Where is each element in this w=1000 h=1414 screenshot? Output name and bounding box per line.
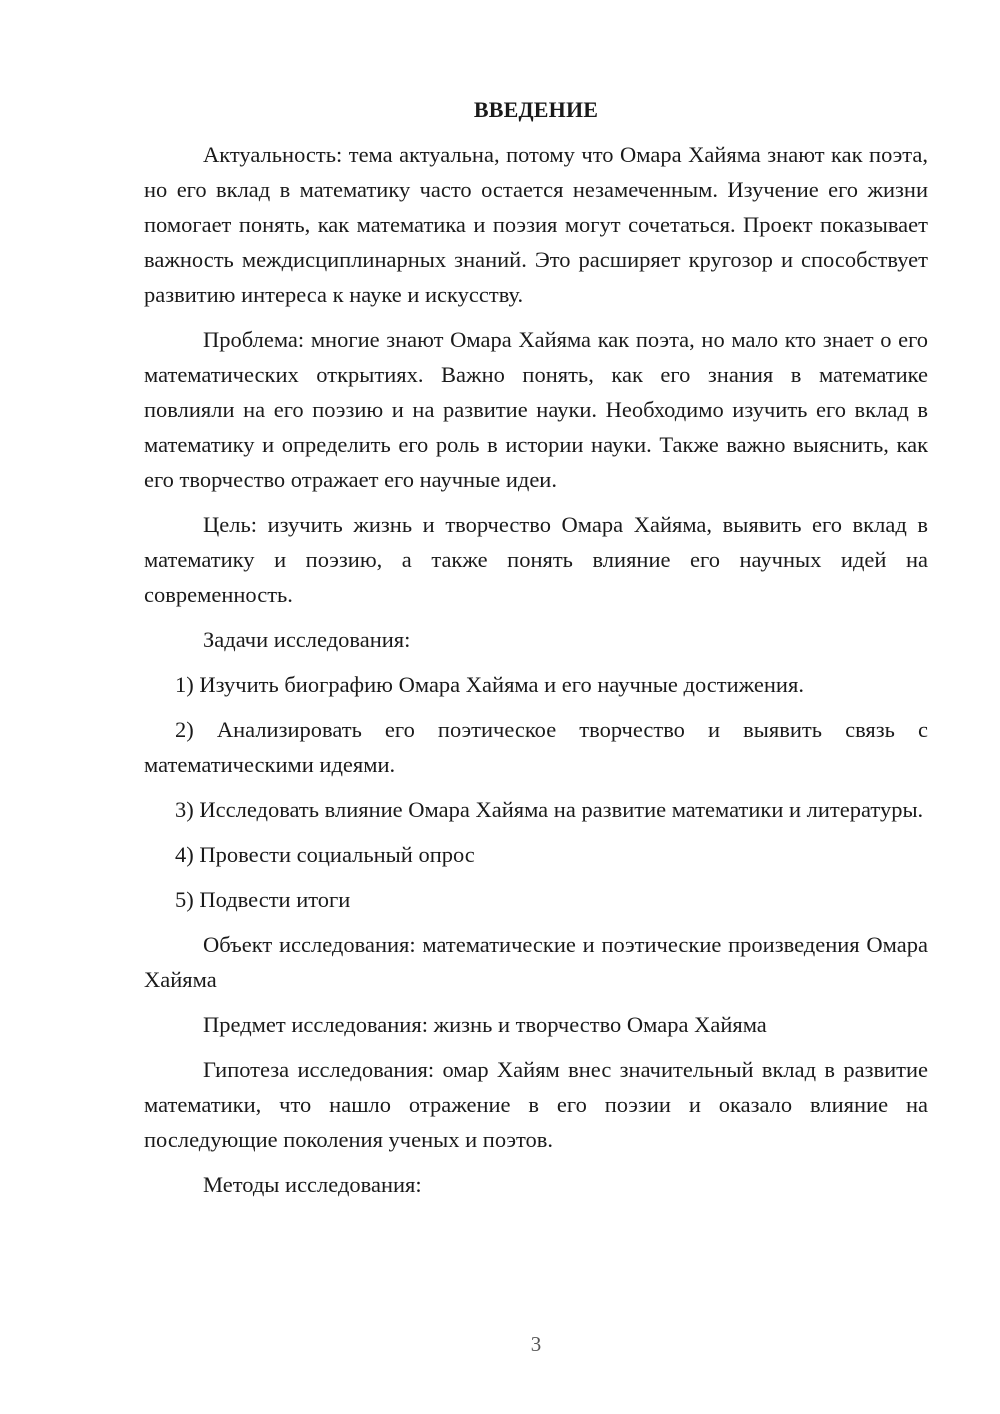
task-item-5: 5) Подвести итоги xyxy=(175,887,351,912)
section-title: ВВЕДЕНИЕ xyxy=(473,97,599,122)
object-paragraph: Объект исследования: математические и поэтические произведения Омара Хайяма xyxy=(144,932,928,992)
task-item-2: 2) Анализировать его поэтическое творчество и выявить связь с математическими идеями. xyxy=(144,717,928,777)
methods-heading: Методы исследования: xyxy=(203,1172,422,1197)
subject-paragraph: Предмет исследования: жизнь и творчество Омара Хайяма xyxy=(203,1012,767,1037)
goal-paragraph: Цель: изучить жизнь и творчество Омара Хайяма, выявить его вклад в математику и поэзию, а также понять влияние его научных идей на современность. xyxy=(144,512,928,607)
page-number: 3 xyxy=(530,1332,542,1356)
document-page xyxy=(144,92,928,1212)
task-item-3: 3) Исследовать влияние Омара Хайяма на развитие математики и литературы. xyxy=(175,797,924,822)
problem-paragraph: Проблема: многие знают Омара Хайяма как поэта, но мало кто знает о его математических открытиях. Важно понять, как его знания в математике повлияли на его поэзию и на развитие науки. Необходимо изучить его вклад в математику и определить его роль в истории науки. Также важно выяснить, как его творчество отражает его научные идеи. xyxy=(144,327,928,492)
relevance-paragraph: Актуальность: тема актуальна, потому что Омара Хайяма знают как поэта, но его вклад в математику часто остается незамеченным. Изучение его жизни помогает понять, как математика и поэзия могут сочетаться. Проект показывает важность междисциплинарных знаний. Это расширяет кругозор и способствует развитию интереса к науке и искусству. xyxy=(144,142,928,307)
hypothesis-paragraph: Гипотеза исследования: омар Хайям внес значительный вклад в развитие математики, что нашло отражение в его поэзии и оказало влияние на последующие поколения ученых и поэтов. xyxy=(144,1057,928,1152)
task-item-1: 1) Изучить биографию Омара Хайяма и его научные достижения. xyxy=(175,672,804,697)
tasks-heading: Задачи исследования: xyxy=(203,627,411,652)
task-item-4: 4) Провести социальный опрос xyxy=(175,842,475,867)
